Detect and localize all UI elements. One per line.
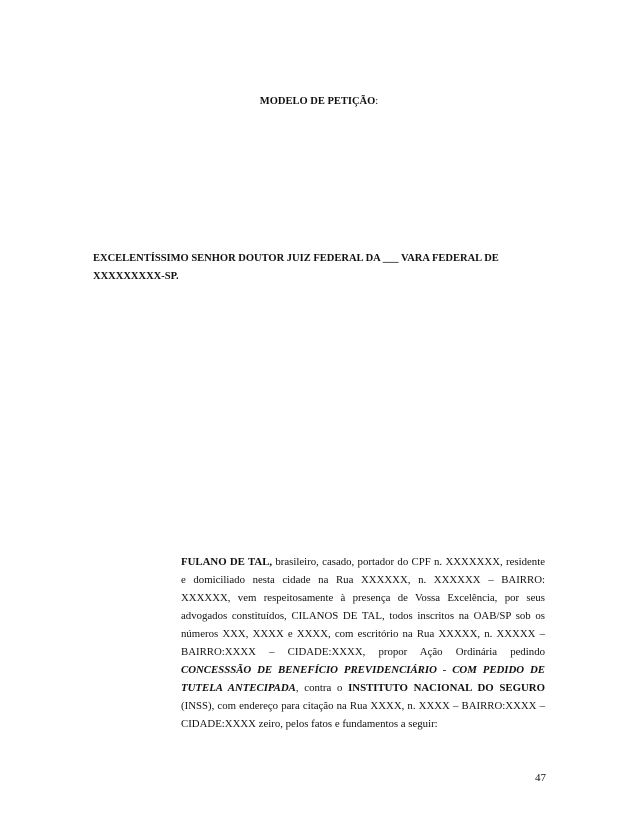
- defendant-name: INSTITUTO NACIONAL DO SEGURO: [348, 682, 545, 694]
- title-text: MODELO DE PETIÇÃO: [259, 96, 376, 107]
- petition-text-1: brasileiro, casado, portador do CPF n. XXXXXXX, residente e domiciliado nesta cidade na Rua XXXXXX, n. XXXXXX – BAIRRO: XXXXXX, vem respeitosamente à presença de Vossa Excelência, por seus advogados constituídos, CILANOS DE TAL, todos inscritos na OAB/SP sob os números XXX, XXXX e XXXX, com escritório na Rua XXXXX, n. XXXXX – BAIRRO:XXXX – CIDADE:XXXX, propor Ação Ordinária pedindo: [181, 556, 545, 658]
- petition-text-2: , contra o: [295, 682, 349, 694]
- petition-text-3: (INSS), com endereço para citação na Rua XXXX, n. XXXX – BAIRRO:XXXX – CIDADE:XXXX zeiro, pelos fatos e fundamentos a seguir:: [181, 700, 545, 730]
- address-line-2: XXXXXXXXX-SP.: [93, 271, 179, 282]
- document-title: [0, 96, 638, 107]
- party-name: FULANO DE TAL,: [181, 556, 273, 568]
- page-number: 47: [535, 772, 546, 784]
- court-address: [93, 250, 545, 286]
- address-line-1: EXCELENTÍSSIMO SENHOR DOUTOR JUIZ FEDERAL DA ___ VARA FEDERAL DE: [93, 253, 499, 264]
- action-title: CONCESSSÃO DE BENEFÍCIO PREVIDENCIÁRIO - COM PEDIDO DE TUTELA ANTECIPADA: [181, 664, 545, 694]
- title-suffix: :: [375, 96, 379, 107]
- petition-paragraph: [181, 553, 545, 733]
